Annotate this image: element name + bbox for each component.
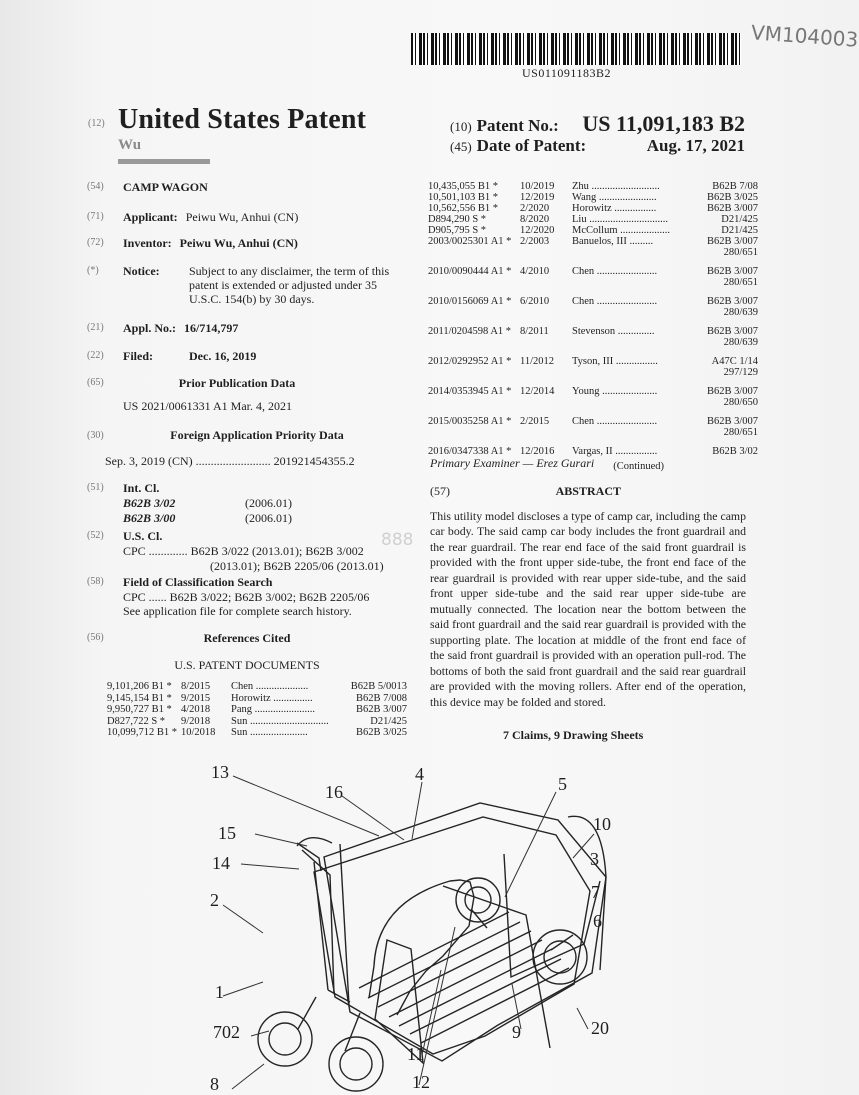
right-reference-number: 2010/0090444 A1 * bbox=[428, 266, 512, 277]
right-reference-name: Chen ....................... bbox=[572, 416, 658, 427]
prior-number: (65) bbox=[87, 377, 104, 388]
us-patent-documents-title: U.S. PATENT DOCUMENTS bbox=[174, 658, 320, 672]
patent-number-label: Patent No.: bbox=[476, 116, 559, 135]
abstract-section bbox=[430, 484, 746, 710]
left-reference-date: 8/2015 bbox=[181, 681, 211, 692]
right-reference-number: 2012/0292952 A1 * bbox=[428, 356, 512, 367]
inventor-number: (72) bbox=[87, 237, 104, 248]
prior-publication-title: Prior Publication Data bbox=[178, 376, 296, 390]
right-reference-extra: 280/651 bbox=[723, 247, 758, 258]
right-reference-code: B62B 3/025 bbox=[706, 192, 758, 203]
left-reference-number: 9,101,206 B1 * bbox=[107, 681, 172, 692]
title-number: (54) bbox=[87, 181, 104, 192]
drawing-label-5: 5 bbox=[558, 774, 567, 794]
right-reference-date: 12/2016 bbox=[520, 446, 555, 457]
applicant-line bbox=[87, 210, 298, 224]
drawing-label-6: 6 bbox=[593, 911, 602, 931]
wagon-title: CAMP WAGON bbox=[123, 180, 208, 194]
field-line bbox=[87, 575, 272, 589]
right-reference-number: 10,435,055 B1 * bbox=[428, 181, 499, 192]
right-reference-name: Chen ....................... bbox=[572, 266, 658, 277]
right-reference-number: 2016/0347338 A1 * bbox=[428, 446, 512, 457]
right-reference-date: 11/2012 bbox=[520, 356, 555, 367]
drawing-label-8: 8 bbox=[210, 1074, 219, 1094]
right-reference-row bbox=[428, 225, 758, 236]
left-reference-row bbox=[107, 704, 407, 716]
abstract-header bbox=[430, 484, 746, 500]
right-reference-name: Zhu .......................... bbox=[572, 181, 660, 192]
right-reference-number: 10,562,556 B1 * bbox=[428, 203, 499, 214]
right-reference-date: 2/2015 bbox=[520, 416, 550, 427]
right-reference-date: 12/2019 bbox=[520, 192, 555, 203]
notice-line bbox=[87, 264, 411, 306]
filed-number: (22) bbox=[87, 350, 104, 361]
camp-wagon-drawing bbox=[202, 752, 657, 1095]
patent-number-code: (10) bbox=[450, 119, 472, 134]
drawing-label-702: 702 bbox=[213, 1022, 240, 1042]
left-reference-date: 9/2015 bbox=[181, 692, 211, 704]
appl-number: (21) bbox=[87, 322, 104, 333]
right-reference-extra: 280/651 bbox=[723, 427, 758, 438]
right-reference-extra: 280/650 bbox=[723, 397, 758, 408]
right-reference-number: 2003/0025301 A1 * bbox=[428, 236, 512, 247]
date-row bbox=[450, 136, 745, 161]
right-reference-date: 2/2003 bbox=[520, 236, 550, 247]
right-reference-code: B62B 3/02 bbox=[712, 446, 758, 457]
inventor-value: Peiwu Wu, Anhui (CN) bbox=[179, 236, 298, 250]
intcl-number: (51) bbox=[87, 482, 104, 493]
barcode-image bbox=[411, 33, 741, 65]
right-reference-code: B62B 3/007 bbox=[706, 416, 758, 427]
right-reference-name: Stevenson .............. bbox=[572, 326, 655, 337]
right-reference-row bbox=[428, 326, 758, 337]
left-reference-code: B62B 3/007 bbox=[355, 704, 407, 715]
right-reference-row bbox=[428, 203, 758, 214]
patent-number-block bbox=[450, 111, 745, 161]
appl-line bbox=[87, 321, 238, 335]
right-reference-code: B62B 3/007 bbox=[706, 296, 758, 307]
right-reference-row bbox=[428, 356, 758, 367]
right-reference-date: 8/2011 bbox=[520, 326, 549, 337]
handwritten-code: VM104003 bbox=[750, 20, 859, 52]
left-reference-name: Sun .............................. bbox=[231, 715, 329, 727]
drawing-label-1: 1 bbox=[215, 982, 224, 1002]
right-reference-date: 8/2020 bbox=[520, 214, 550, 225]
right-reference-number: 10,501,103 B1 * bbox=[428, 192, 499, 203]
left-reference-name: Horowitz ............... bbox=[231, 692, 313, 704]
patent-title: United States Patent bbox=[118, 104, 367, 135]
left-reference-number: 10,099,712 B1 * bbox=[107, 727, 178, 738]
date-label: Date of Patent: bbox=[476, 136, 587, 155]
right-reference-extra: 297/129 bbox=[723, 367, 758, 378]
drawing-label-14: 14 bbox=[212, 853, 230, 873]
right-reference-code: B62B 3/007 bbox=[706, 326, 758, 337]
left-reference-row bbox=[107, 681, 407, 693]
left-reference-name: Sun ...................... bbox=[231, 727, 308, 738]
left-reference-name: Chen .................... bbox=[231, 681, 309, 692]
foreign-priority-title: Foreign Application Priority Data bbox=[170, 428, 344, 442]
right-reference-code: B62B 3/007 bbox=[706, 203, 758, 214]
right-reference-name: Chen ....................... bbox=[572, 296, 658, 307]
intcl-second: B62B 3/00 bbox=[123, 511, 176, 525]
intcl-second-date: (2006.01) bbox=[245, 511, 292, 525]
right-reference-date: 10/2019 bbox=[520, 181, 555, 192]
left-reference-code: B62B 7/008 bbox=[355, 692, 407, 704]
right-reference-code: D21/425 bbox=[721, 225, 758, 236]
right-reference-number: 2014/0353945 A1 * bbox=[428, 386, 512, 397]
drawing-label-13: 13 bbox=[211, 762, 229, 782]
filed-label: Filed: bbox=[123, 349, 153, 363]
right-reference-row bbox=[428, 236, 758, 247]
left-reference-row bbox=[107, 727, 407, 739]
inventor-line bbox=[87, 236, 298, 250]
right-reference-code: B62B 3/007 bbox=[706, 386, 758, 397]
watermark-text: 888 bbox=[381, 530, 414, 550]
field-value: CPC ...... B62B 3/022; B62B 3/002; B62B 2205/06 bbox=[123, 590, 370, 604]
drawing-label-12: 12 bbox=[412, 1072, 430, 1092]
field-value-2: See application file for complete search history. bbox=[123, 604, 352, 618]
right-reference-name: Vargas, II ................ bbox=[572, 446, 658, 457]
uscl-number: (52) bbox=[87, 530, 104, 541]
barcode-number: US011091183B2 bbox=[522, 66, 611, 80]
right-reference-number: 2015/0035258 A1 * bbox=[428, 416, 512, 427]
intcl-label: Int. Cl. bbox=[123, 481, 160, 495]
right-reference-row bbox=[428, 416, 758, 427]
right-reference-code: B62B 3/007 bbox=[706, 266, 758, 277]
right-reference-date: 12/2014 bbox=[520, 386, 555, 397]
right-reference-row bbox=[428, 181, 758, 192]
right-reference-date: 2/2020 bbox=[520, 203, 550, 214]
field-label: Field of Classification Search bbox=[123, 575, 273, 589]
uscl-line bbox=[87, 529, 162, 543]
drawing-label-20: 20 bbox=[591, 1018, 609, 1038]
right-reference-row bbox=[428, 192, 758, 203]
drawing-label-2: 2 bbox=[210, 890, 219, 910]
primary-examiner: Primary Examiner — Erez Gurari bbox=[430, 456, 595, 470]
drawing-label-11: 11 bbox=[407, 1044, 425, 1064]
prior-publication-value: US 2021/0061331 A1 Mar. 4, 2021 bbox=[123, 399, 293, 413]
filed-line bbox=[87, 349, 256, 363]
left-reference-list bbox=[107, 681, 407, 739]
appl-value: 16/714,797 bbox=[184, 321, 239, 335]
left-reference-row bbox=[107, 716, 407, 728]
drawing-label-9: 9 bbox=[512, 1022, 521, 1042]
left-reference-name: Pang ....................... bbox=[231, 704, 315, 715]
right-reference-row bbox=[428, 214, 758, 225]
left-reference-date: 4/2018 bbox=[181, 704, 211, 715]
drawing-label-3: 3 bbox=[590, 849, 599, 869]
title-code: (12) bbox=[88, 118, 105, 129]
left-reference-code: D21/425 bbox=[370, 715, 407, 727]
right-reference-number: D894,290 S * bbox=[428, 214, 487, 225]
right-reference-row bbox=[428, 386, 758, 397]
intcl-first: B62B 3/02 bbox=[123, 496, 176, 510]
right-reference-number: 2010/0156069 A1 * bbox=[428, 296, 512, 307]
right-reference-extra: 280/651 bbox=[723, 277, 758, 288]
patent-number-value: US 11,091,183 B2 bbox=[582, 111, 745, 136]
left-reference-code: B62B 5/0013 bbox=[350, 681, 407, 692]
abstract-code: (57) bbox=[430, 484, 450, 498]
appl-label: Appl. No.: bbox=[123, 321, 177, 335]
right-reference-code: D21/425 bbox=[721, 214, 758, 225]
intcl-line bbox=[87, 481, 159, 495]
right-reference-name: Tyson, III ................ bbox=[572, 356, 658, 367]
left-reference-date: 10/2018 bbox=[181, 727, 216, 738]
intcl-first-date: (2006.01) bbox=[245, 496, 292, 510]
right-reference-code: B62B 7/08 bbox=[712, 181, 758, 192]
right-reference-extra: 280/639 bbox=[723, 337, 758, 348]
inventor-label: Inventor: bbox=[123, 236, 172, 250]
right-reference-name: Wang ...................... bbox=[572, 192, 657, 203]
right-reference-code: B62B 3/007 bbox=[706, 236, 758, 247]
foreign-priority-value: Sep. 3, 2019 (CN) ......................... 201921454355.2 bbox=[105, 454, 355, 468]
inventor-surname: Wu bbox=[118, 137, 142, 153]
left-reference-row bbox=[107, 693, 407, 705]
drawing-label-15: 15 bbox=[218, 823, 236, 843]
patent-number-row bbox=[450, 111, 745, 136]
abstract-title: ABSTRACT bbox=[555, 484, 621, 498]
date-value: Aug. 17, 2021 bbox=[646, 136, 745, 155]
references-title: References Cited bbox=[203, 631, 291, 645]
uscl-value: CPC ............. B62B 3/022 (2013.01); B62B 3/002 bbox=[123, 544, 364, 558]
left-reference-code: B62B 3/025 bbox=[355, 727, 407, 738]
right-reference-name: Horowitz ................ bbox=[572, 203, 657, 214]
right-reference-row bbox=[428, 266, 758, 277]
notice-label: Notice: bbox=[123, 264, 160, 278]
title-rule bbox=[118, 159, 210, 164]
applicant-value: Peiwu Wu, Anhui (CN) bbox=[185, 210, 299, 224]
right-reference-number: 2011/0204598 A1 * bbox=[428, 326, 512, 337]
continued-label: (Continued) bbox=[613, 461, 664, 472]
left-reference-number: 9,950,727 B1 * bbox=[107, 704, 172, 715]
applicant-number: (71) bbox=[87, 211, 104, 222]
foreign-number: (30) bbox=[87, 430, 104, 441]
notice-value: Subject to any disclaimer, the term of this patent is extended or adjusted under 35 U.S.C. 154(b) by 30 days. bbox=[189, 264, 390, 306]
drawing-label-7: 7 bbox=[591, 882, 600, 902]
right-reference-date: 4/2010 bbox=[520, 266, 550, 277]
right-reference-row bbox=[428, 296, 758, 307]
right-reference-list bbox=[428, 181, 758, 472]
right-reference-number: D905,795 S * bbox=[428, 225, 487, 236]
notice-number: (*) bbox=[87, 265, 99, 276]
filed-value: Dec. 16, 2019 bbox=[189, 349, 257, 363]
date-code: (45) bbox=[450, 139, 472, 154]
abstract-text: This utility model discloses a type of camp car, including the camp car body. The said camp car body includes the front guardrail and the rear guardrail. The rear end face of the said front guardrail is provided with the front upper side-tube, the front end face of the rear guardrail is provided with rear upper side-tube, and the said front upper side-tube and the said rear upper side-tube are mutually connected. The location near the bottom between the said front guardrail and the said rear guardrail is provided with the supporting plate. The location at middle of the front end face of the said front guardrail is provided with an operation pull-rod. The bottoms of both the said front guardrail and the said rear guardrail are provided with the moving rollers. After end of the operation, this device may be folded and stored. bbox=[430, 508, 746, 709]
right-reference-date: 6/2010 bbox=[520, 296, 550, 307]
drawing-label-4: 4 bbox=[415, 764, 424, 784]
drawing-label-16: 16 bbox=[325, 782, 343, 802]
right-reference-date: 12/2020 bbox=[520, 225, 555, 236]
right-reference-name: Liu .............................. bbox=[572, 214, 668, 225]
right-reference-code: A47C 1/14 bbox=[711, 356, 758, 367]
right-reference-name: Young ..................... bbox=[572, 386, 658, 397]
title-line bbox=[87, 180, 208, 194]
field-number: (58) bbox=[87, 576, 104, 587]
left-reference-number: 9,145,154 B1 * bbox=[107, 692, 172, 704]
uscl-label: U.S. Cl. bbox=[123, 529, 163, 543]
drawing-label-10: 10 bbox=[593, 814, 611, 834]
applicant-label: Applicant: bbox=[123, 210, 178, 224]
left-reference-date: 9/2018 bbox=[181, 715, 211, 727]
left-reference-number: D827,722 S * bbox=[107, 715, 166, 727]
references-number: (56) bbox=[87, 632, 104, 643]
claims-count: 7 Claims, 9 Drawing Sheets bbox=[503, 728, 644, 742]
right-reference-extra: 280/639 bbox=[723, 307, 758, 318]
right-reference-name: McCollum ................... bbox=[572, 225, 671, 236]
uscl-value-2: (2013.01); B62B 2205/06 (2013.01) bbox=[210, 559, 384, 573]
right-reference-name: Banuelos, III ......... bbox=[572, 236, 654, 247]
